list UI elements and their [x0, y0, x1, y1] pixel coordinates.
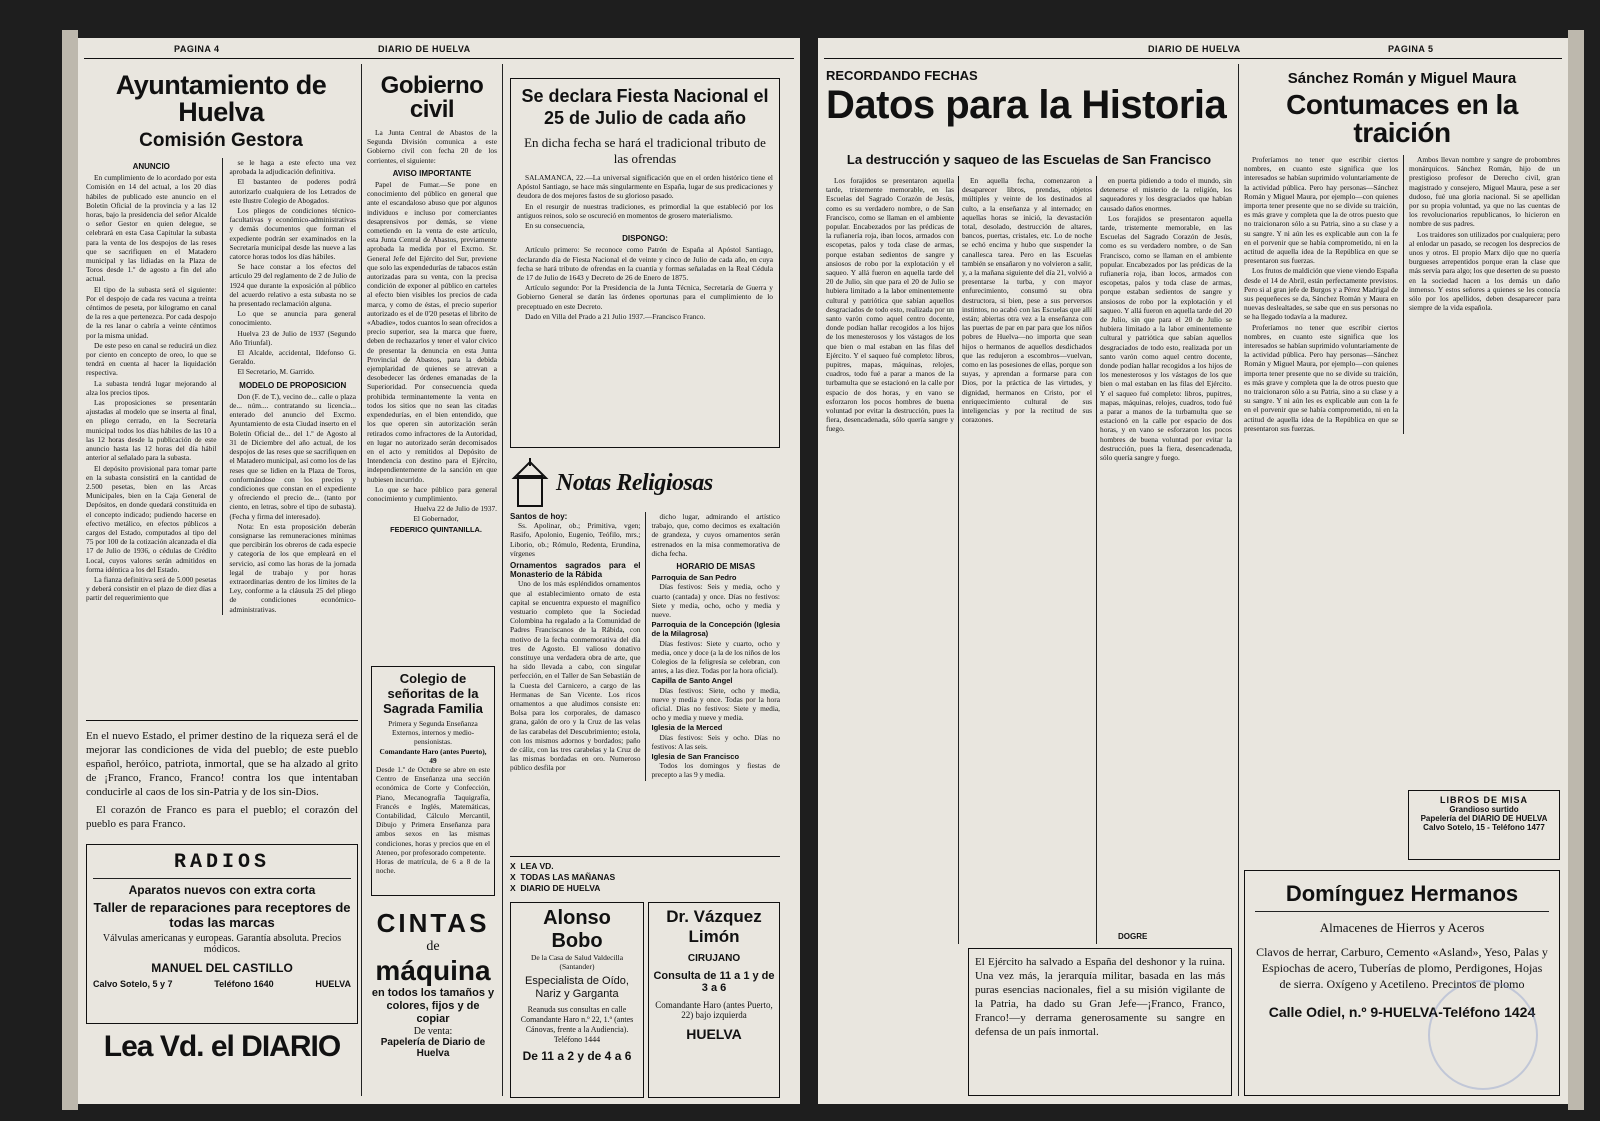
column-rule	[1238, 64, 1239, 1096]
left-masthead: DIARIO DE HUELVA	[378, 44, 471, 54]
nota-text: Nota: En esta proposición deberán consignarse las remuneraciones mínimas que percibirán los obreros de cada especie y categoría de los que empleará en el servicio, así como las horas de la jornada legal de trabajo y por horas extraordinarias dentro de los límites de la Ley, conforme a la cláusula 25 del pliego de condiciones económico-administrativas.	[229, 521, 356, 614]
historia-paragraph: Los forajidos se presentaron aquella tarde, tristemente memorable, en las Escuelas del Sagrado Corazón de Jesús, como es su verdadero nombre, o de San Francisco, como se llaman en el ambiente popular. Encabezados por las prédicas de la rufianería roja, iban locos, armados con escopetas, palos y toda clase de armas, porque estaban sedientos de sangre y ansiosos de robo por la explotación y el saqueo. Y allá fueron en aquella tarde del 20 de Julio, sin que para el 20 de Julio se hubiera limitado a la labor eminentemente cultural y patriótica que sabían aquellos desgraciados de todo esto, realizada por un santo varón como aquel centro docente, donde podían hallar recogidos a los hijos de los menesterosos y los vástagos de los que bien o mal estaban en las filas del Ejército. Y el saqueo fué completo: libros, pupitres, mapas, máquinas, relojes, cuadros, todo fué a parar a manos de la turbamulta que se estacionó en la calle por espacio de dos horas, y en vano se esforzaron los pocos hombres de buena voluntad por evitar la destrucción, pues la fiera, desencadenada, sólo quería sangre y fuego.	[826, 176, 954, 434]
radios-phone: Teléfono 1640	[214, 979, 274, 989]
historia-paragraph: Los forajidos se presentaron aquella tarde, tristemente memorable, en las Escuelas del Sagrado Corazón de Jesús, como es su verdadero nombre, o de San Francisco, como se llaman en el ambiente popular. Encabezados por las prédicas de la rufianería roja, iban locos, armados con escopetas, palos y toda clase de armas, porque estaban sedientos de sangre y ansiosos de robo por la explotación y el saqueo. Y allá fueron en aquella tarde del 20 de Julio, sin que para el 20 de Julio se hubiera limitado a la labor eminentemente cultural y patriótica que sabían aquellos desgraciados de todo esto, realizada por un santo varón como aquel centro docente, donde podían hallar recogidos a los hijos de los menesterosos y los vástagos de los que bien o mal estaban en las filas del Ejército. Y el saqueo fué completo: libros, pupitres, mapas, máquinas, relojes, cuadros, todo fué a parar a manos de la turbamulta que se estacionó en la calle por espacio de dos horas, y en vano se esforzaron los pocos hombres de buena voluntad por evitar la destrucción, pues la fiera, desencadenada, sólo quería sangre y fuego.	[1100, 213, 1232, 463]
archive-watermark-icon	[1428, 980, 1538, 1090]
ayuntamiento-paragraph: En cumplimiento de lo acordado por esta Comisión en 14 del actual, a los 20 días hábiles de publicado este anuncio en el Boletín Oficial de la provincia y a las 12 horas, bajo la presidencia del señor Alcalde o señor Gestor en quien delegue, se celebrará en esta Casa Capitular la subasta para la venta de los despojos de las reses que se sacrifiquen en el Matadero municipal y las lidiadas en la Plaza de Toros desde 1.º de agosto a fin del año actual.	[86, 173, 217, 284]
colegio-title: Colegio de señoritas de la Sagrada Familia	[383, 671, 483, 716]
right-masthead: DIARIO DE HUELVA	[1148, 44, 1241, 54]
dominguez-sub: Almacenes de Hierros y Aceros	[1319, 920, 1485, 935]
parroquia-hours: Días festivos: Siete y cuarto, ocho y media, once y doce (a la de los niños de los Colegios de la feligresía se celebran, con antes, a las diez. Todas por la hora oficial).	[651, 638, 780, 676]
parroquia-hours: Todos los domingos y fiestas de precepto a las 9 y media.	[651, 761, 780, 780]
top-rule	[84, 58, 794, 59]
colegio-body: Desde 1.º de Octubre se abre en este Centro de Enseñanza una sección económica de Corte y Confección, Piano, Mecanografía Taquigrafía, Francés e Inglés, Matemáticas, Contabilidad, Cálculo Mercantil, Dibujo y Primera Enseñanza para ambos sexos en las mismas condiciones, horas y precios que en el Ateneo, por profesorado competente.	[376, 765, 490, 857]
libros-sub: Grandioso surtido	[1449, 805, 1519, 814]
fiesta-paragraph: En el resurgir de nuestras tradiciones, es primordial la que estableció por los antiguos reinos, solo se oscureció en momentos de grosero materialismo.	[517, 201, 773, 220]
ejercito-box	[968, 948, 1232, 1096]
maura-kicker: Sánchez Román y Miguel Maura	[1287, 70, 1517, 87]
maura-paragraph: Los frutos de maldición que viene viendo España desde el 14 de Abril, están perfectamente previstos. Pero si al gran jefe de Burgos y a Pérez Madrigal de sus pequeñeces se da, Sánchez Román y Maura en nuevas deslealtades, se sabe que en sus personas no se ha llegado todavía a la madurez.	[1244, 266, 1398, 322]
franco-text: En el nuevo Estado, el primer destino de la riqueza será el de mejorar las condiciones de vida del pueblo; de este pueblo español, heróico, patriota, inmortal, que se ha alzado al grito de ¡Franco, Franco, Franco! contra los que intentaban conducirle al caos de los sin-Patria y de los sin-Dios.	[86, 730, 358, 798]
ejercito-text: El Ejército ha salvado a España del deshonor y la ruina. Una vez más, la jerarquía militar, basada en las más puras esencias nacionales, fiel a su misión vigilante de la Patria, ha dado su Gran Jefe—¡Franco, Franco, Franco!—y derrama generosamente su sangre en defensa de un país inmortal.	[975, 956, 1225, 1038]
cintas-venta: De venta:	[413, 1026, 453, 1037]
horario-heading: HORARIO DE MISAS	[676, 562, 756, 572]
dominguez-address: Calle Odiel, n.º 9-HUELVA-Teléfono 1424	[1268, 1004, 1536, 1020]
parroquia-name: Capilla de Santo Angel	[651, 676, 733, 686]
vazquez-addr: Comandante Haro (antes Puerto, 22) bajo izquierda	[655, 1000, 773, 1020]
radios-title: RADIOS	[173, 851, 270, 874]
libros-misa-ad	[1408, 790, 1560, 860]
radios-line1: Aparatos nuevos con extra corta	[128, 883, 316, 897]
fiesta-title: Se declara Fiesta Nacional el 25 de Julio de cada año	[521, 86, 769, 128]
maura-paragraph: Los traidores son utilizados por cualquiera; pero al enlodar un pasado, se recogen los desprecios de unos y otros. El propio Marx dijo que no quería burgueses arrepentidos porque eran la clase que más servía para algo; los que deserten de su puesto en la sociedad hacen a los demás un daño inmenso. Y estos señores a quienes se les conocía sólo por los apellidos, deben desaparecer para siempre de la vida española.	[1408, 229, 1560, 313]
historia-header	[826, 64, 1232, 144]
cintas-place: Papelería de Diario de Huelva	[380, 1037, 486, 1059]
maura-col-a	[1244, 155, 1398, 434]
left-folio: PAGINA 4	[174, 44, 220, 54]
fiesta-body	[517, 173, 773, 321]
vazquez-spec: CIRUJANO	[687, 953, 741, 964]
alonso-bobo-ad	[510, 902, 644, 1098]
page-stack-edge	[62, 30, 78, 1110]
gobierno-close: Lo que se hace público para general conocimiento y cumplimiento.	[367, 484, 497, 503]
ayuntamiento-col-a	[86, 158, 216, 615]
gobierno-text: Papel de Fumar.—Se pone en conocimiento del público en general que ante el escandaloso abuso que por algunos individuos e incluso por comerciantes desaprensivos por demás, se viene cometiendo en la venta de este artículo, esta Junta Central de Abastos, previamente aprobada la medida por el Excmo. Sr. General Jefe del Ejército del Sur, previene que solo las expendedurías de tabacos están autorizadas para su venta, con la precisa condición de exponer al público en carteles al efecto bien visibles los precios de cada marca, y como de éstas, el precio superior autorizado es el de 0'20 pesetas el librito de «Abadie», todos cuantos lo sean ofrecidos a precio superior, sea la marca que fuere, deben de rechazarlos y tener el valor cívico de presentar la denuncia en esta Junta Provincial de Abastos, para la debida ejemplaridad de quienes se atrevan a desobedecer las órdenes emanadas de la Superioridad. Por consecuencia queda prohibida terminantemente la venta en todos los sitios que no sean las citadas expendedurías, en el bien entendido, que los que operen sin autorización serán retirados como infractores de la Autoridad, en lugar no autorizado serán decomisados en el acto y remitidos al Depósito de Intendencia con destino para el Ejército, independientemente de la sanción en que hubiesen incurrido.	[367, 180, 497, 484]
lea-line: X LEA VD.	[510, 861, 554, 871]
column-rule	[361, 64, 362, 1096]
historia-title: Datos para la Historia	[826, 83, 1227, 127]
aviso-heading: AVISO IMPORTANTE	[392, 168, 472, 178]
historia-col-1	[826, 176, 954, 956]
fiesta-date: Dado en Villa del Prado a 21 Julio 1937.—Francisco Franco.	[525, 311, 706, 321]
gobierno-body	[367, 128, 497, 534]
notas-col-a	[510, 512, 640, 781]
ornamentos-text: Uno de los más espléndidos ornamentos que al establecimiento ornato de esta capital se encuentra expuesto el magnífico vestuario completo que la Sociedad Colombina ha regalado a la Comunidad de Padres Franciscanos de la Rábida, con motivo de la fecha conmemorativa del día tres de Agosto. El valioso donativo constituye una verdadera obra de arte, que ha sido llevada a cabo, con singular perfección, en el Taller de San Sebastián de la Cuesta del Carnicero, a cargo de las Hermanas de San Vicente. Los ricos ornamentos a que aludimos consiste en: Bolsa para los corporales, de damasco grana, galón de oro y la Cruz de las velas de las carabelas del Descubrimiento; estola, con los mismos adornos y bordados; paño de cáliz, con las tres carabelas y la Cruz de las mismas bordadas en oro. Numeroso público desfila por	[510, 579, 641, 773]
ornamentos-heading: Ornamentos sagrados para el Monasterio de la Rábida	[510, 561, 641, 580]
santos-text: Ss. Apolinar, ob.; Primitiva, vgen; Rasifo, Apolonio, Eugenio, Teófilo, mrs.; Liborio, ob.; Rómulo, Redenta, Erundina, vírgenes	[510, 521, 641, 558]
notas-header	[510, 458, 780, 508]
ornamentos-text-2: dicho lugar, admirando el artístico trabajo, que, como decimos es exaltación de grandeza, y cuyos ornamentos serán estrenados en la misa conmemorativa de dicha fecha.	[651, 512, 780, 558]
modelo-text: Don (F. de T.), vecino de... calle o plaza de... núm.... contratando su licencia... enterado del anuncio del Excmo. Ayuntamiento de esta Ciudad inserto en el Boletín Oficial de... del 1.º de Agosto al 31 de Diciembre del año actual, de los despojos de las reses que se sacrifiquen en el Matadero municipal, así como los de las reses que se lidien en la Plaza de Toros, conformándose con los precios y condiciones que constan en el expediente y ofreciendo el precio de... (tanto por ciento, en letras, sobre el tipo de subasta). (Fecha y firma del interesado).	[229, 391, 356, 521]
gobierno-role: El Gobernador,	[413, 514, 459, 524]
fiesta-nacional-article	[510, 78, 780, 448]
ayuntamiento-title: Ayuntamiento de Huelva	[115, 70, 327, 127]
ayuntamiento-col-b	[229, 158, 356, 615]
dogre-label: DOGRE	[1118, 932, 1148, 941]
gobierno-signature: FEDERICO QUINTANILLA.	[390, 524, 482, 534]
parroquia-hours: Días festivos: Siete, ocho y media, nueve y media y once. Todas por la hora oficial. Días no festivos: Siete y media, ocho y media y nueve y media.	[651, 685, 780, 723]
radios-name: MANUEL DEL CASTILLO	[151, 961, 293, 975]
libros-address: Calvo Sotelo, 15 - Teléfono 1477	[1423, 823, 1545, 832]
dominguez-list: Clavos de herrar, Carburo, Cemento «Asland», Yeso, Palas y Espiochas de acero, Tuberías de plomo, Perdigones, Hojas de sierra. Oxígeno y Acetileno. Precintos de plomo	[1256, 945, 1548, 991]
dominguez-name: Domínguez Hermanos	[1285, 881, 1519, 906]
ayuntamiento-paragraph: De este peso en canal se reducirá un diez por ciento en concepto de oreo, lo que se tendrá en cuenta al hacer la liquidación respectiva.	[86, 340, 217, 378]
radios-address: Calvo Sotelo, 5 y 7	[93, 979, 173, 989]
colegio-sub: Primera y Segunda Enseñanza Externos, internos y medio-pensionistas.	[388, 719, 478, 747]
cintas-t2: de	[426, 939, 440, 954]
notas-col-b	[651, 512, 780, 781]
vazquez-hours: Consulta de 11 a 1 y de 3 a 6	[653, 970, 775, 994]
notas-religiosas-article	[510, 458, 780, 898]
radios-ad	[86, 844, 358, 1024]
ayuntamiento-paragraph: El Secretario, M. Garrido.	[237, 367, 315, 377]
maura-paragraph: Ambos llevan nombre y sangre de probombres monárquicos. Sánchez Román, hijo de un prestigioso profesor de Derecho civil, gran magistrado y consejero, Miguel Maura, pese a ser dudoso, fué una gloria nacional. Si se apellidan por su propia voluntad, ya que no las cuentas de los revolucionarios republicanos, lo hicieron en nombre de sus padres.	[1408, 155, 1560, 229]
ayuntamiento-paragraph: El Alcalde, accidental, Ildefonso G. Geraldo.	[229, 348, 356, 367]
ayuntamiento-subtitle: Comisión Gestora	[139, 130, 303, 151]
right-folio: PAGINA 5	[1388, 44, 1434, 54]
column-rule	[1096, 176, 1097, 944]
ayuntamiento-paragraph: Huelva 23 de Julio de 1937 (Segundo Año Triunfal).	[229, 328, 356, 347]
historia-paragraph: en puerta pidiendo a todo el mundo, sin detenerse el misterio de la religión, los saqueadores y los desgraciados que habían causado daños enormes.	[1100, 176, 1232, 213]
historia-paragraph: En aquella fecha, comenzaron a desaparecer libros, prendas, objetos múltiples y veinte de los destinados al culto, a la enseñanza y al internado; en aquellas horas se inició, la devastación total, desolado, destrucción de altares, bancos, puertas, cristales, etc. Lo de noche se echó encima y hubo que suspender la canallesca tarea. Pero en las Escuelas también se ensañaron y no volvieron a salir, y, a la mañana siguiente del día 21, volvió a presentarse la turba, y con mayor enfurecimiento, consumó su obra destructora, si bien, pese a sus perversos instintos, no acabó con las Escuelas que allí están; abiertas otra vez a la enseñanza con las puertas de par en par para que los niños pobres de Huelva—no importa que sean hijos o hermanos de aquellos desdichados que las redujeron a escombros—vuelvan, como en las posesiones de ellas, porque son suyas, y aprendan a formarse para con Dios, por la práctica de las virtudes, y dignidad, hermanos en Cristo, por el enriquecimiento cultural de sus inteligencias y por la rectitud de sus corazones.	[962, 176, 1092, 425]
franco-block	[86, 720, 358, 840]
parroquia-hours: Días festivos: Seis y media, ocho y cuarto (cantada) y once. Días no festivos: Siete y media, ocho, ocho y media y nueve.	[651, 582, 780, 620]
notas-title: Notas Religiosas	[556, 470, 713, 496]
radios-footer	[93, 979, 351, 989]
vazquez-city: HUELVA	[686, 1026, 742, 1042]
historia-col-2	[962, 176, 1092, 956]
right-page	[818, 38, 1568, 1104]
ayuntamiento-paragraph: se le haga a este efecto una vez aprobada la adjudicación definitiva.	[229, 158, 356, 177]
cintas-body: en todos los tamaños y colores, fijos y de copiar	[371, 987, 495, 1025]
ayuntamiento-paragraph: El bastanteo de poderes podrá autorizarlo cualquiera de los Letrados de este Ilustre Colegio de Abogados.	[229, 177, 356, 205]
gobierno-title: Gobierno civil	[380, 72, 484, 123]
gobierno-date: Huelva 22 de Julio de 1937.	[414, 504, 497, 514]
santos-heading: Santos de hoy:	[510, 512, 568, 521]
bobo-name: Alonso Bobo	[543, 907, 611, 952]
ayuntamiento-paragraph: La fianza definitiva será de 5.000 pesetas y deberá consistir en el plazo de diez días a partir del requerimiento que	[86, 574, 217, 603]
radios-line2: Taller de reparaciones para receptores de todas las marcas	[93, 900, 351, 930]
maura-article	[1244, 64, 1560, 884]
gobierno-civil-article	[367, 64, 497, 614]
parroquia-name: Iglesia de San Francisco	[651, 752, 740, 762]
libros-title: LIBROS DE MISA	[1439, 795, 1528, 805]
fiesta-paragraph: En su consecuencia,	[525, 221, 585, 231]
recordando-label: RECORDANDO FECHAS	[826, 68, 978, 83]
parroquia-name: Parroquia de San Pedro	[651, 573, 737, 583]
franco-text-2: El corazón de Franco es para el pueblo; el corazón del pueblo es para Franco.	[86, 804, 358, 830]
maura-paragraph: Proferíamos no tener que escribir ciertos nombres, en cuanto este significa que los interesados se habían suprimido voluntariamente de la actividad pública. Pero hay personas—Sánchez Román y Miguel Maura, por ejemplo—con quienes importa tener presente que no se divide su traición, es más grave y completa que la de otros puesto que no traicionaron sólo a su Patria, sino a su clase y a su sangre. Y ni aún les es explicable aun con la fe en el porvenir que se había comprometido, ni en la actitud de aquella idea de la República en que se presentaron sus fuerzas.	[1244, 322, 1398, 433]
gobierno-intro: La Junta Central de Abastos de la Segunda División comunica a este Gobierno civil con fecha 20 de los corrientes, el siguiente:	[367, 128, 497, 165]
libros-place: Papelería del DIARIO DE HUELVA	[1420, 814, 1548, 823]
page-stack-edge	[1568, 30, 1584, 1110]
historia-subtitle: La destrucción y saqueo de las Escuelas de San Francisco	[846, 152, 1212, 167]
left-page	[78, 38, 800, 1104]
fiesta-article-1: Artículo primero: Se reconoce como Patrón de España al Apóstol Santiago, declarando día de Fiesta Nacional el de veinte y cinco de Julio de cada año, en cuya fecha se hará tributo de ofrendas en la cuantía y formas señaladas en la Real Cédula de 17 de Julio de 1643 y Decreto de 26 de Enero de 1875.	[517, 245, 773, 283]
anuncio-heading: ANUNCIO	[132, 162, 170, 171]
radios-line3: Válvulas americanas y europeas. Garantía absoluta. Precios módicos.	[102, 933, 342, 955]
historia-col-3	[1100, 176, 1232, 956]
colegio-hours: Horas de matrícula, de 6 a 8 de la noche.	[376, 857, 490, 876]
lea-diario-ad: Lea Vd. el DIARIO	[103, 1030, 341, 1063]
church-icon	[510, 458, 550, 508]
bobo-sub: De la Casa de Salud Valdecilla (Santander)	[530, 953, 624, 971]
parroquia-hours: Días festivos: Seis y ocho. Días no festivos: A las seis.	[651, 732, 780, 751]
colegio-ad	[371, 666, 495, 896]
ayuntamiento-article	[86, 64, 356, 824]
cintas-ad	[370, 908, 496, 1098]
column-rule	[502, 64, 503, 1096]
modelo-heading: MODELO DE PROPOSICION	[239, 380, 347, 390]
parroquia-name: Iglesia de la Merced	[651, 723, 723, 733]
bobo-hours: De 11 a 2 y de 4 a 6	[522, 1049, 632, 1063]
ayuntamiento-paragraph: El tipo de la subasta será el siguiente: Por el despojo de cada res vacuna a treinta céntimos de peseta, por kilogramo en canal de la res a que pertenezca. Por cada despojo de la res lanar o cabría a veinte céntimos por la misma unidad.	[86, 284, 217, 340]
lea-vd-banner	[510, 856, 780, 896]
lea-line: X TODAS LAS MAÑANAS	[510, 872, 616, 882]
ayuntamiento-paragraph: Los pliegos de condiciones técnico-facultativas y económico-administrativas y demás documentos que forman el expediente podrán ser examinados en la Secretaría municipal desde las nueve a las catorce horas todos los días hábiles.	[229, 206, 356, 262]
cintas-t1: CINTAS	[376, 908, 490, 938]
vazquez-limon-ad	[648, 902, 780, 1098]
cintas-t3: máquina	[375, 955, 491, 986]
maura-paragraph: Proferíamos no tener que escribir ciertos nombres, en cuanto este significa que los interesados se habían suprimido voluntariamente de la actividad pública. Pero hay personas—Sánchez Román y Miguel Maura, por ejemplo—con quienes importa tener presente que no se divide su traición, es más grave y completa que la de otros puesto que no traicionaron sólo a su Patria, sino a su clase y a su sangre. Y ni aún les es explicable aun con la fe en el porvenir que se había comprometido, ni en la actitud de aquella idea de la República en que se presentaron sus fuerzas.	[1244, 155, 1398, 266]
bobo-body: Reanuda sus consultas en calle Comandante Haro n.º 22, 1.º (antes Cánovas, frente a la Audiencia). Teléfono 1444	[520, 1005, 634, 1044]
radios-city: HUELVA	[315, 979, 351, 989]
fiesta-article-2: Artículo segundo: Por la Presidencia de la Junta Técnica, Secretaría de Guerra y Gobierno General se darán las órdenes oportunas para el cumplimiento de lo preceptuado en este Decreto.	[517, 283, 773, 311]
parroquia-name: Parroquia de la Concepción (Iglesia de la Milagrosa)	[651, 620, 780, 639]
colegio-address: Comandante Haro (antes Puerto), 49	[379, 746, 487, 765]
dispongo-heading: DISPONGO:	[622, 234, 668, 244]
vazquez-name: Dr. Vázquez Limón	[666, 907, 762, 946]
fiesta-subtitle: En dicha fecha se hará el tradicional tributo de las ofrendas	[524, 135, 766, 166]
ayuntamiento-paragraph: Las proposiciones se presentarán ajustadas al modelo que se inserta al final, en pliego cerrado, en la Secretaría municipal todos los días hábiles de las 10 a las 12 horas desde la publicación de este anuncio hasta las 12 horas del día hábil anterior al señalado para la subasta.	[86, 398, 217, 463]
ayuntamiento-paragraph: Lo que se anuncia para general conocimiento.	[229, 309, 356, 328]
fiesta-paragraph: SALAMANCA, 22.—La universal significación que en el orden histórico tiene el Apóstol Santiago, se hace más singularmente en España, lugar de sus predicaciones y deudora de dos mejores fastos de su glorioso pasado.	[517, 173, 773, 201]
ayuntamiento-paragraph: La subasta tendrá lugar mejorando al alza los precios tipos.	[86, 378, 217, 397]
ayuntamiento-paragraph: Se hace constar a los efectos del artículo 29 del reglamento de 2 de Julio de 1924 que durante la exposición al público del acuerdo relativo a esta subasta no se ha presentado reclamación alguna.	[229, 262, 356, 309]
bobo-spec: Especialista de Oído, Nariz y Garganta	[525, 975, 629, 1000]
column-rule	[958, 176, 959, 944]
maura-title: Contumaces en la traición	[1286, 89, 1518, 148]
lea-line: X DIARIO DE HUELVA	[510, 883, 601, 893]
top-rule	[824, 58, 1562, 59]
maura-col-b	[1409, 155, 1560, 434]
ayuntamiento-paragraph: El depósito provisional para tomar parte en la subasta consistirá en la cantidad de 2.500 pesetas, bien en las Arcas Municipales, bien en la Caja General de Depósitos, en donde quedará constituida en el concepto indicado; pudiendo hacerse en efectivo metálico, en efectos públicos a cargos del Estado, computados al tipo del 75 por 100 de la cotización alcanzada el día 17 de Julio de 1936, o cédulas de Crédito Local, cuyos valores serán admitidos en forma idéntica a los del Estado.	[86, 463, 217, 574]
